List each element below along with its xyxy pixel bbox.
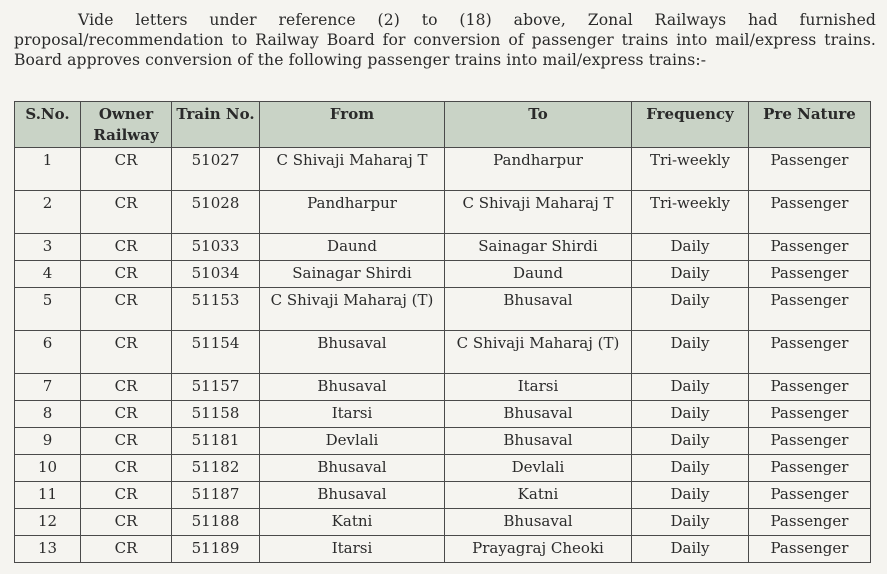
cell-to: Devlali — [445, 455, 632, 482]
table-row — [15, 331, 871, 374]
cell-train-no: 51033 — [172, 234, 260, 261]
cell-frequency: Daily — [632, 261, 749, 288]
cell-frequency: Daily — [632, 234, 749, 261]
cell-from: C Shivaji Maharaj T — [260, 148, 445, 191]
cell-owner-railway: CR — [81, 428, 172, 455]
cell-sno: 7 — [15, 374, 81, 401]
cell-frequency: Daily — [632, 509, 749, 536]
cell-owner-railway: CR — [81, 261, 172, 288]
cell-owner-railway: CR — [81, 234, 172, 261]
cell-sno: 2 — [15, 191, 81, 234]
header-from: From — [260, 102, 445, 148]
train-conversion-table — [14, 101, 871, 563]
table-header-row — [15, 102, 871, 148]
cell-owner-railway: CR — [81, 455, 172, 482]
cell-from: Katni — [260, 509, 445, 536]
cell-frequency: Daily — [632, 455, 749, 482]
cell-to: Bhusaval — [445, 509, 632, 536]
cell-train-no: 51188 — [172, 509, 260, 536]
cell-pre-nature: Passenger — [749, 509, 871, 536]
cell-train-no: 51182 — [172, 455, 260, 482]
cell-to: Pandharpur — [445, 148, 632, 191]
table-row — [15, 234, 871, 261]
cell-owner-railway: CR — [81, 288, 172, 331]
cell-owner-railway: CR — [81, 509, 172, 536]
cell-frequency: Daily — [632, 374, 749, 401]
table-row — [15, 148, 871, 191]
cell-to: Bhusaval — [445, 428, 632, 455]
table-row — [15, 401, 871, 428]
cell-owner-railway: CR — [81, 401, 172, 428]
table-row — [15, 536, 871, 563]
cell-sno: 9 — [15, 428, 81, 455]
cell-to: Itarsi — [445, 374, 632, 401]
cell-train-no: 51189 — [172, 536, 260, 563]
cell-pre-nature: Passenger — [749, 148, 871, 191]
table-row — [15, 482, 871, 509]
table-row — [15, 191, 871, 234]
cell-from: Pandharpur — [260, 191, 445, 234]
header-pre-nature: Pre Nature — [749, 102, 871, 148]
cell-sno: 11 — [15, 482, 81, 509]
cell-owner-railway: CR — [81, 331, 172, 374]
cell-sno: 4 — [15, 261, 81, 288]
cell-to: Sainagar Shirdi — [445, 234, 632, 261]
table-row — [15, 261, 871, 288]
cell-to: Daund — [445, 261, 632, 288]
cell-pre-nature: Passenger — [749, 428, 871, 455]
cell-frequency: Daily — [632, 401, 749, 428]
cell-pre-nature: Passenger — [749, 288, 871, 331]
cell-pre-nature: Passenger — [749, 401, 871, 428]
cell-owner-railway: CR — [81, 536, 172, 563]
header-frequency: Frequency — [632, 102, 749, 148]
cell-pre-nature: Passenger — [749, 536, 871, 563]
cell-owner-railway: CR — [81, 191, 172, 234]
cell-train-no: 51158 — [172, 401, 260, 428]
cell-pre-nature: Passenger — [749, 261, 871, 288]
cell-from: Bhusaval — [260, 331, 445, 374]
cell-to: Katni — [445, 482, 632, 509]
cell-from: Itarsi — [260, 401, 445, 428]
cell-to: C Shivaji Maharaj T — [445, 191, 632, 234]
cell-from: Sainagar Shirdi — [260, 261, 445, 288]
table-row — [15, 374, 871, 401]
cell-from: C Shivaji Maharaj (T) — [260, 288, 445, 331]
cell-pre-nature: Passenger — [749, 234, 871, 261]
cell-train-no: 51034 — [172, 261, 260, 288]
cell-sno: 10 — [15, 455, 81, 482]
intro-text: Vide letters under reference (2) to (18) above, Zonal Railways had furnished proposal/recommendation to Railway Board for conversion of passenger trains into mail/express trains. Board approves conversion of the following passenger trains into mail/express trains:- — [14, 11, 876, 69]
cell-owner-railway: CR — [81, 374, 172, 401]
cell-from: Itarsi — [260, 536, 445, 563]
table-row — [15, 455, 871, 482]
cell-owner-railway: CR — [81, 482, 172, 509]
intro-paragraph — [14, 10, 876, 70]
cell-frequency: Tri-weekly — [632, 148, 749, 191]
cell-sno: 13 — [15, 536, 81, 563]
header-train-no: Train No. — [172, 102, 260, 148]
cell-frequency: Daily — [632, 482, 749, 509]
table-row — [15, 288, 871, 331]
cell-sno: 6 — [15, 331, 81, 374]
table-body — [15, 148, 871, 563]
cell-sno: 12 — [15, 509, 81, 536]
cell-pre-nature: Passenger — [749, 191, 871, 234]
cell-pre-nature: Passenger — [749, 331, 871, 374]
cell-frequency: Tri-weekly — [632, 191, 749, 234]
cell-train-no: 51154 — [172, 331, 260, 374]
cell-to: C Shivaji Maharaj (T) — [445, 331, 632, 374]
cell-sno: 1 — [15, 148, 81, 191]
cell-frequency: Daily — [632, 331, 749, 374]
cell-frequency: Daily — [632, 288, 749, 331]
cell-train-no: 51028 — [172, 191, 260, 234]
cell-from: Bhusaval — [260, 482, 445, 509]
cell-to: Bhusaval — [445, 401, 632, 428]
header-owner-railway: Owner Railway — [81, 102, 172, 148]
cell-from: Bhusaval — [260, 455, 445, 482]
cell-pre-nature: Passenger — [749, 455, 871, 482]
cell-to: Bhusaval — [445, 288, 632, 331]
cell-owner-railway: CR — [81, 148, 172, 191]
cell-pre-nature: Passenger — [749, 482, 871, 509]
cell-frequency: Daily — [632, 536, 749, 563]
cell-to: Prayagraj Cheoki — [445, 536, 632, 563]
cell-from: Devlali — [260, 428, 445, 455]
header-sno: S.No. — [15, 102, 81, 148]
table-row — [15, 428, 871, 455]
table-row — [15, 509, 871, 536]
cell-pre-nature: Passenger — [749, 374, 871, 401]
cell-train-no: 51181 — [172, 428, 260, 455]
header-to: To — [445, 102, 632, 148]
cell-train-no: 51027 — [172, 148, 260, 191]
cell-train-no: 51153 — [172, 288, 260, 331]
cell-from: Daund — [260, 234, 445, 261]
cell-sno: 5 — [15, 288, 81, 331]
cell-train-no: 51187 — [172, 482, 260, 509]
cell-train-no: 51157 — [172, 374, 260, 401]
cell-from: Bhusaval — [260, 374, 445, 401]
cell-sno: 3 — [15, 234, 81, 261]
cell-frequency: Daily — [632, 428, 749, 455]
cell-sno: 8 — [15, 401, 81, 428]
